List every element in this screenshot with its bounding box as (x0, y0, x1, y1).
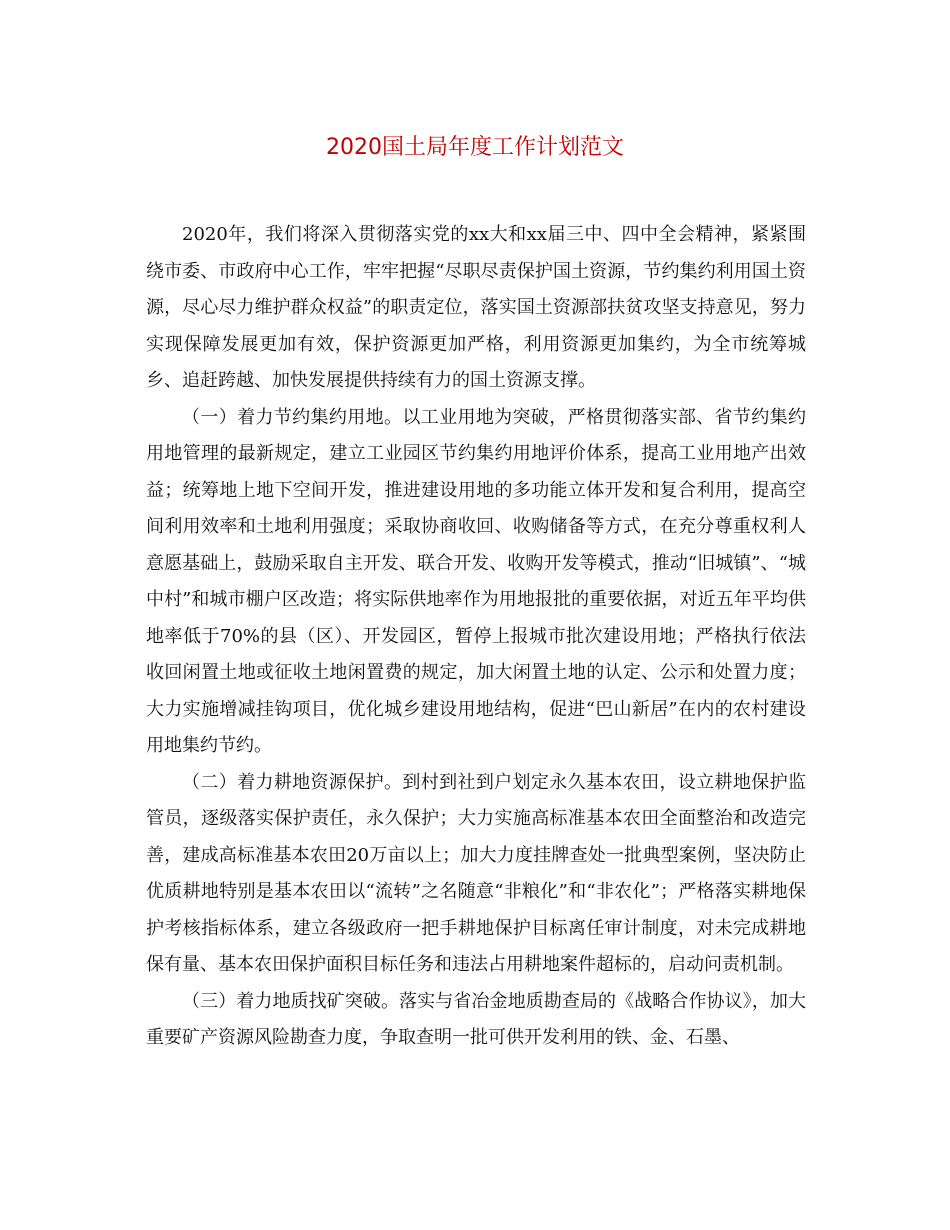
document-body (146, 217, 806, 1057)
paragraph-section-3: （三）着力地质找矿突破。落实与省冶金地质勘查局的《战略合作协议》，加大重要矿产资源风险勘查力度，争取查明一批可供开发利用的铁、金、石墨、 (146, 990, 806, 1048)
document-title: 2020国土局年度工作计划范文 (326, 135, 624, 160)
paragraph-section-2: （二）着力耕地资源保护。到村到社到户划定永久基本农田，设立耕地保护监管员，逐级落实保护责任，永久保护；大力实施高标准基本农田全面整治和改造完善，建成高标准基本农田20万亩以上；加大力度挂牌查处一批典型案例，坚决防止优质耕地特别是基本农田以“流转”之名随意“非粮化”和“非农化”；严格落实耕地保护考核指标体系，建立各级政府一把手耕地保护目标离任审计制度，对未完成耕地保有量、基本农田保护面积目标任务和违法占用耕地案件超标的，启动问责机制。 (146, 771, 806, 975)
paragraph-section-1: （一）着力节约集约用地。以工业用地为突破，严格贯彻落实部、省节约集约用地管理的最新规定，建立工业园区节约集约用地评价体系，提高工业用地产出效益；统筹地上地下空间开发，推进建设用地的多功能立体开发和复合利用，提高空间利用效率和土地利用强度；采取协商收回、收购储备等方式，在充分尊重权利人意愿基础上，鼓励采取自主开发、联合开发、收购开发等模式，推动“旧城镇”、“城中村”和城市棚户区改造；将实际供地率作为用地报批的重要依据，对近五年平均供地率低于70%的县（区）、开发园区，暂停上报城市批次建设用地；严格执行依法收回闲置土地或征收土地闲置费的规定，加大闲置土地的认定、公示和处置力度；大力实施增减挂钩项目，优化城乡建设用地结构，促进“巴山新居”在内的农村建设用地集约节约。 (146, 406, 806, 756)
paragraph-intro: 2020年，我们将深入贯彻落实党的xx大和xx届三中、四中全会精神，紧紧围绕市委、市政府中心工作，牢牢把握“尽职尽责保护国土资源，节约集约利用国土资源，尽心尽力维护群众权益”的职责定位，落实国土资源部扶贫攻坚支持意见，努力实现保障发展更加有效，保护资源更加严格，利用资源更加集约，为全市统筹城乡、追赶跨越、加快发展提供持续有力的国土资源支撑。 (146, 224, 806, 391)
